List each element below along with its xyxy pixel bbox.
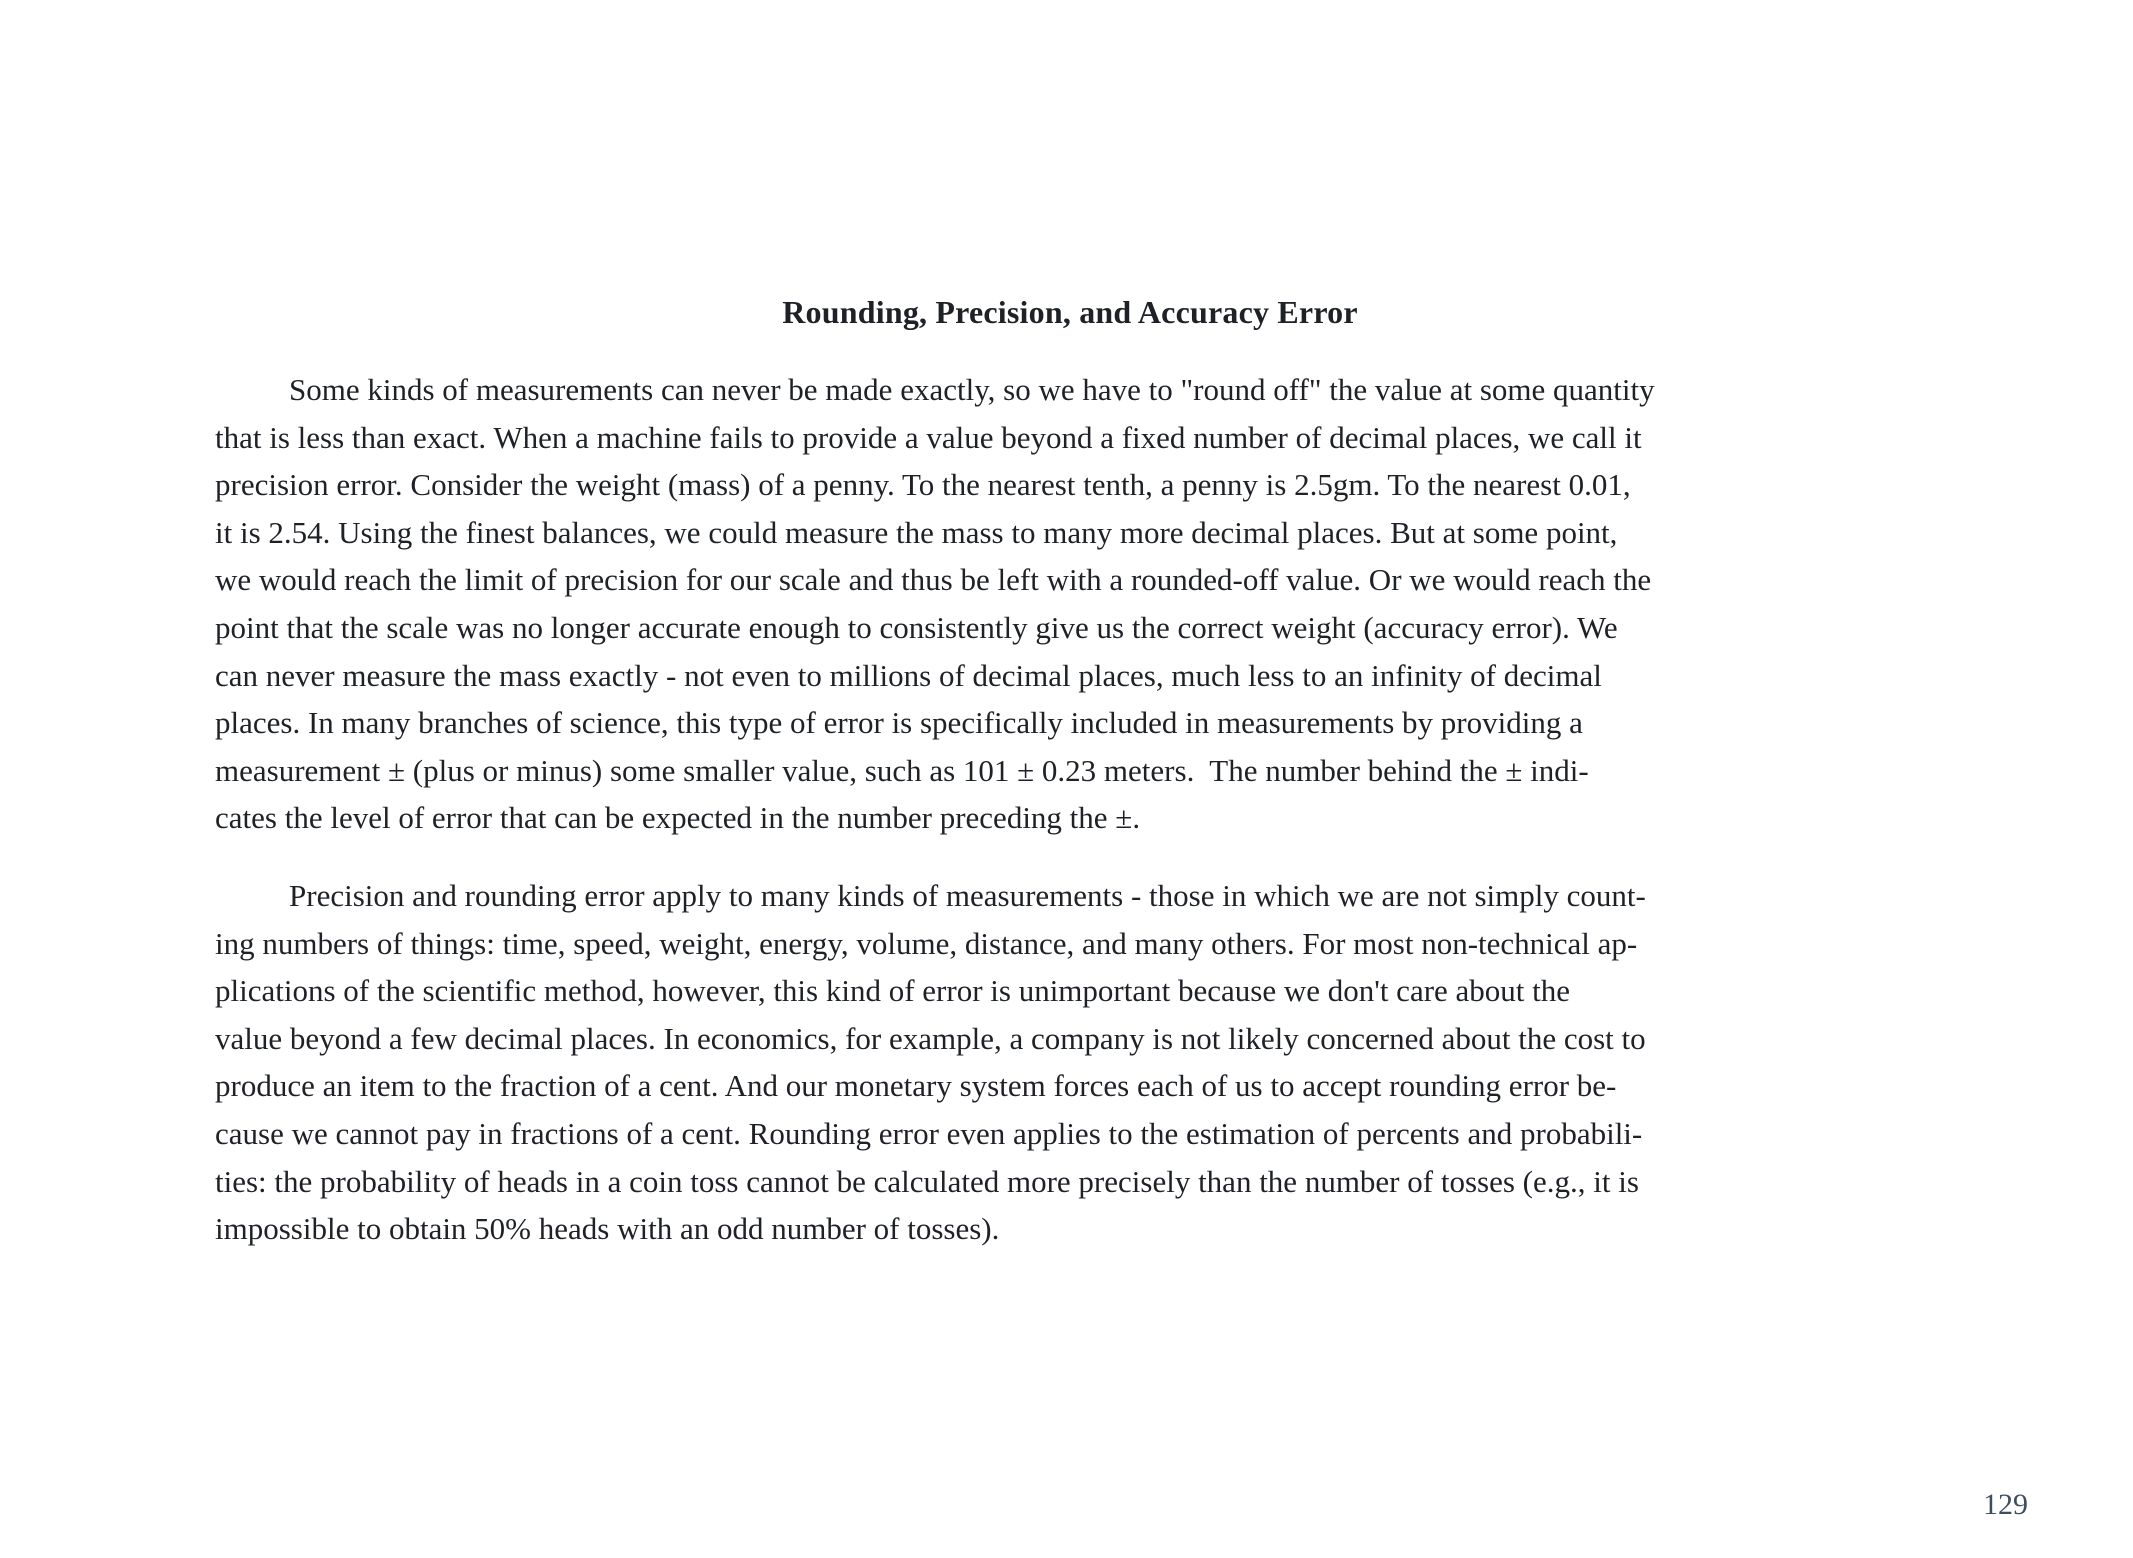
body-line: measurement ± (plus or minus) some smaller value, such as 101 ± 0.23 meters. The number behind the ± indi- (215, 752, 1589, 788)
body-line: that is less than exact. When a machine fails to provide a value beyond a fixed number of decimal places, we call it (215, 419, 1642, 455)
body-line: Some kinds of measurements can never be made exactly, so we have to "round off" the value at some quantity (289, 372, 1655, 407)
body-line: ties: the probability of heads in a coin toss cannot be calculated more precisely than the number of tosses (e.g., it is (215, 1163, 1639, 1199)
document-body (215, 366, 1925, 1253)
body-line: cates the level of error that can be expected in the number preceding the ±. (215, 800, 1141, 836)
body-line: produce an item to the fraction of a cent. And our monetary system forces each of us to accept rounding error be- (215, 1068, 1617, 1104)
page-title: Rounding, Precision, and Accuracy Error (782, 294, 1358, 330)
body-line: cause we cannot pay in fractions of a cent. Rounding error even applies to the estimation of percents and probabili- (215, 1115, 1643, 1151)
body-line: can never measure the mass exactly - not even to millions of decimal places, much less to an infinity of decimal (215, 657, 1602, 693)
body-line: we would reach the limit of precision for our scale and thus be left with a rounded-off value. Or we would reach the (215, 562, 1652, 598)
body-line: precision error. Consider the weight (mass) of a penny. To the nearest tenth, a penny is 2.5gm. To the nearest 0.01, (215, 467, 1631, 503)
body-line: plications of the scientific method, however, this kind of error is unimportant because we don't care about the (215, 973, 1571, 1009)
body-line: it is 2.54. Using the finest balances, we could measure the mass to many more decimal places. But at some point, (215, 514, 1618, 550)
body-line: ing numbers of things: time, speed, weight, energy, volume, distance, and many others. For most non-technical ap- (215, 925, 1638, 961)
body-line: Precision and rounding error apply to many kinds of measurements - those in which we are not simply count- (289, 877, 1646, 913)
page-number: 129 (1983, 1488, 2028, 1521)
body-line: point that the scale was no longer accurate enough to consistently give us the correct weight (accuracy error). We (215, 609, 1618, 645)
body-line: places. In many branches of science, this type of error is specifically included in measurements by providing a (215, 705, 1583, 741)
body-line: impossible to obtain 50% heads with an odd number of tosses). (215, 1211, 1000, 1247)
body-line: value beyond a few decimal places. In economics, for example, a company is not likely concerned about the cost to (215, 1020, 1646, 1056)
paragraph-2 (215, 872, 1925, 1253)
paragraph-1 (215, 366, 1925, 842)
